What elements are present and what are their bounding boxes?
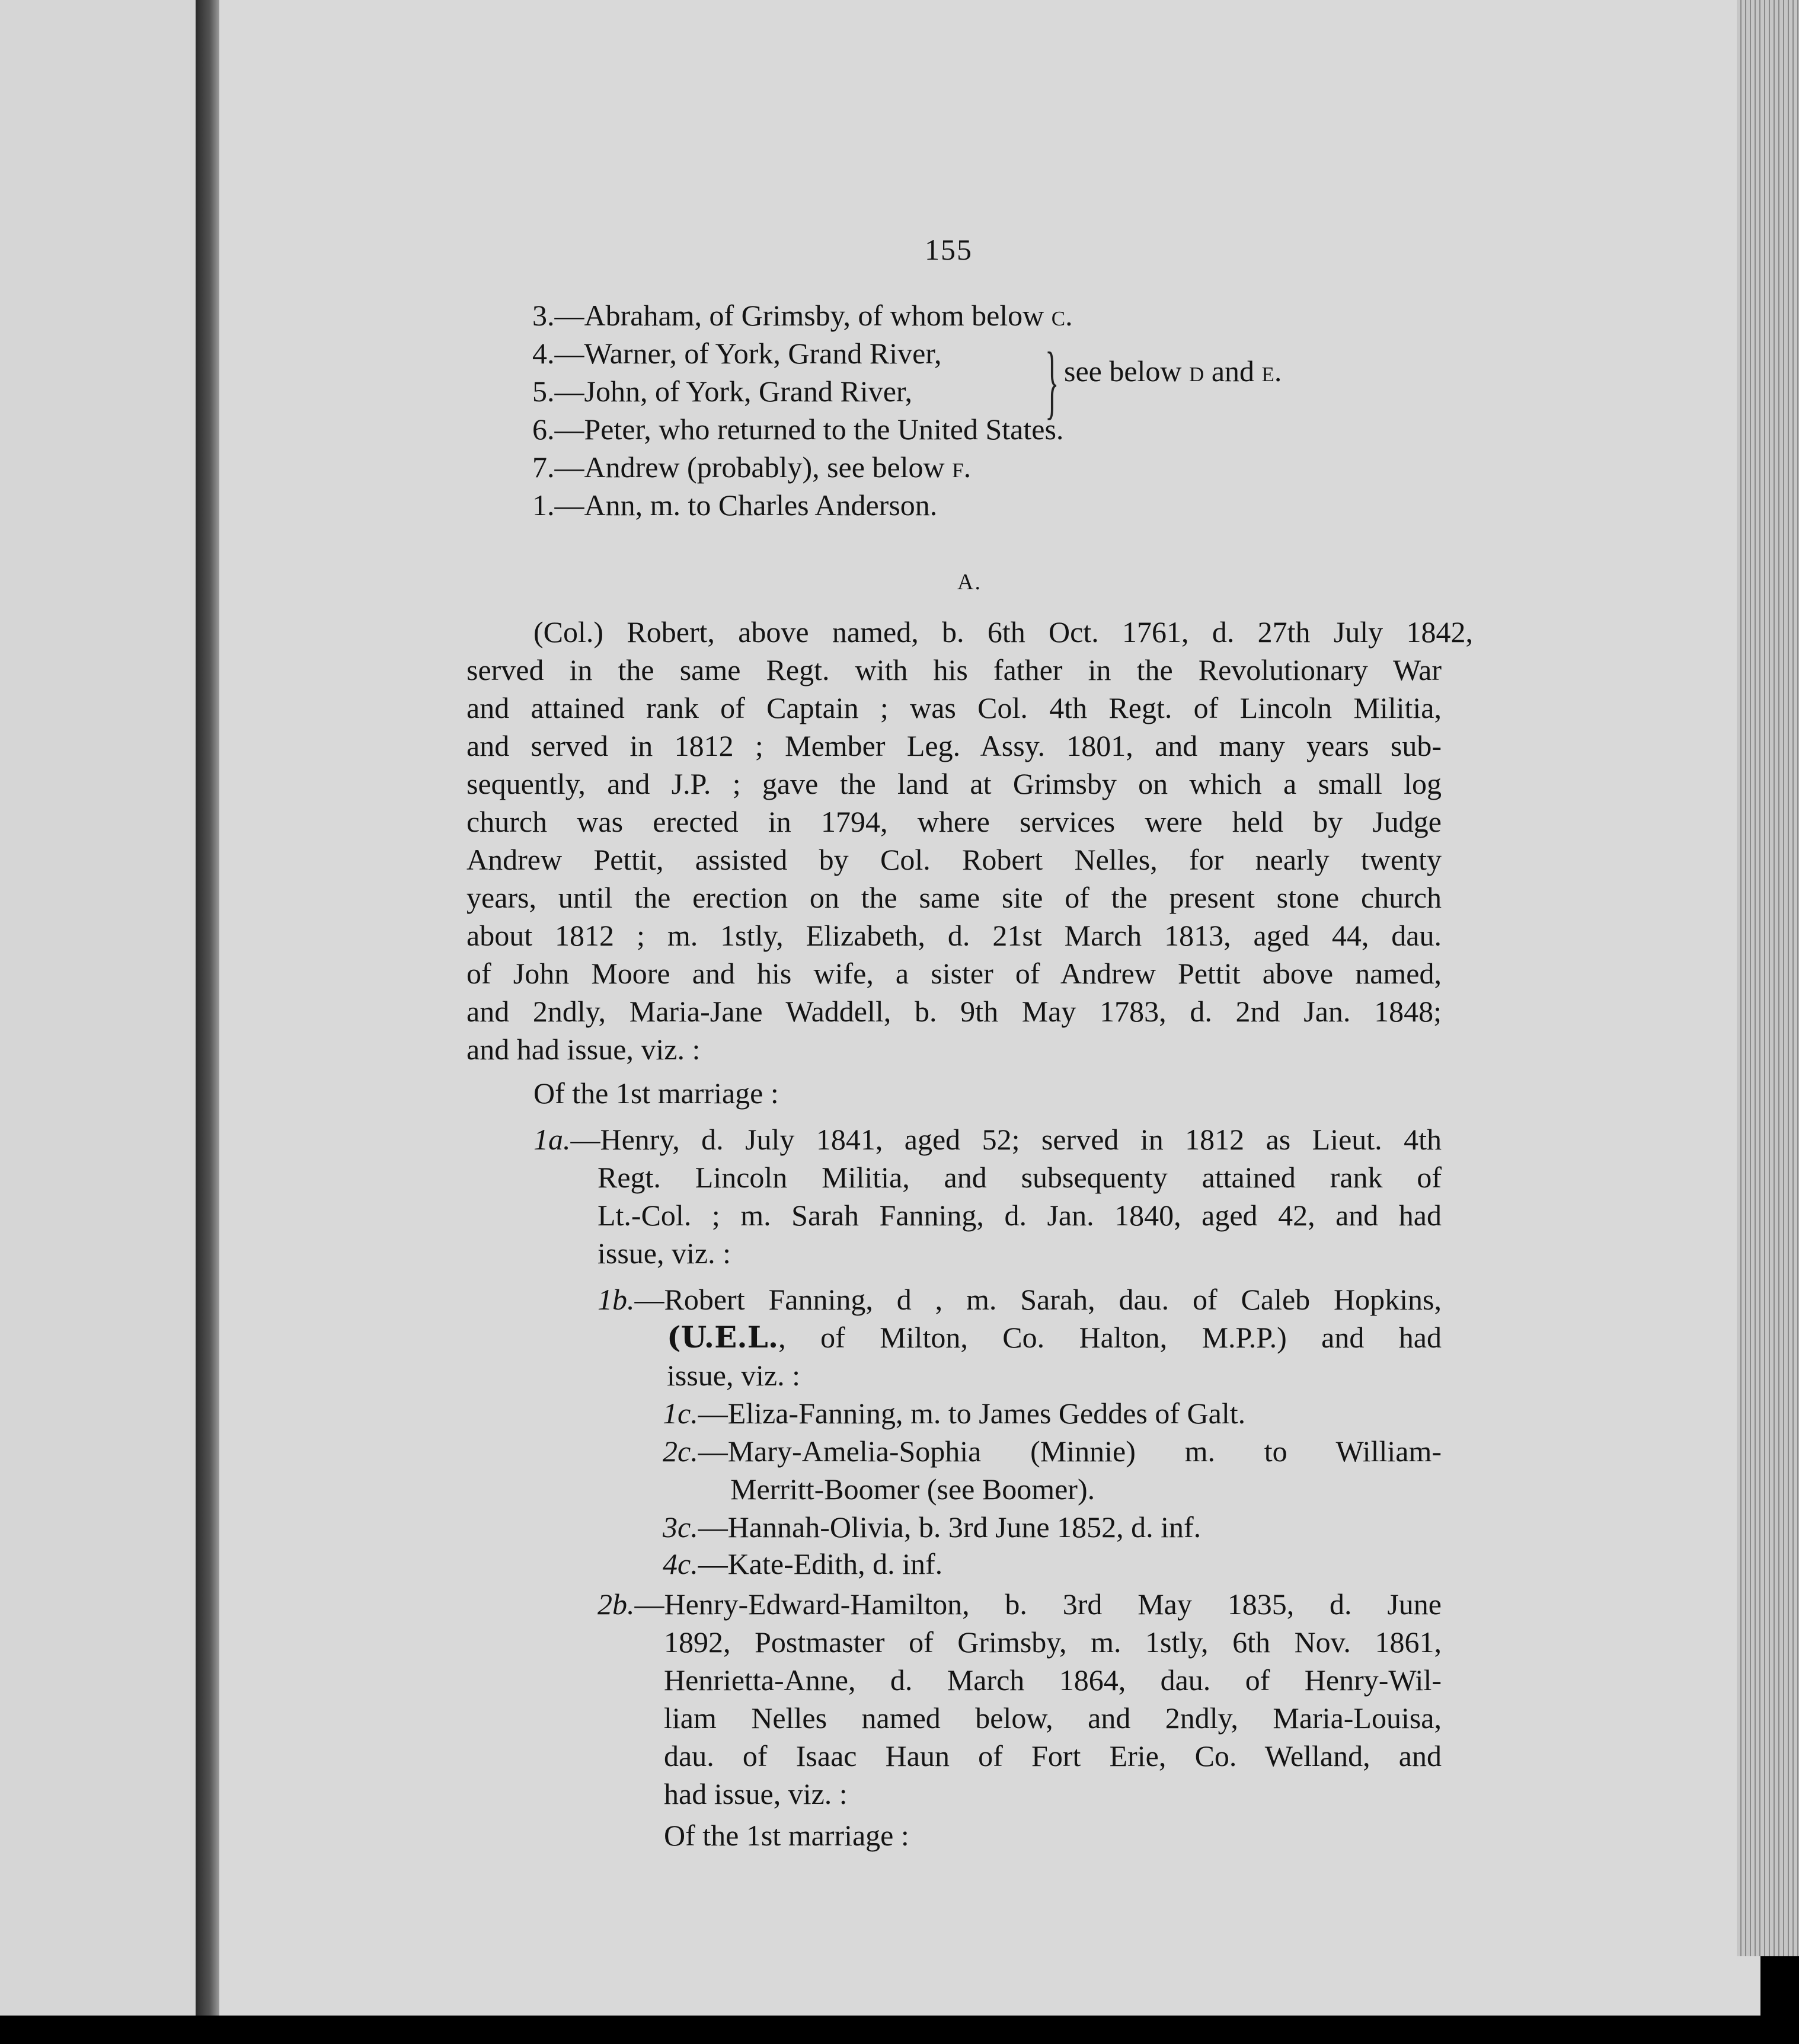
book-gutter: [196, 0, 219, 2027]
entry-line: 1892, Postmaster of Grimsby, m. 1stly, 6th Nov. 1861,: [664, 1625, 1442, 1659]
entry-line: dau. of Isaac Haun of Fort Erie, Co. Welland, and: [664, 1739, 1442, 1772]
paragraph-line: and 2ndly, Maria-Jane Waddell, b. 9th May 1783, d. 2nd Jan. 1848;: [466, 995, 1442, 1028]
marriage-label: Of the 1st marriage :: [664, 1819, 909, 1852]
paragraph-line: (Col.) Robert, above named, b. 6th Oct. 1761, d. 27th July 1842,: [533, 615, 1473, 649]
entry-line: Henrietta-Anne, d. March 1864, dau. of Henry-Wil-: [664, 1663, 1442, 1697]
list-item: 1.—Ann, m. to Charles Anderson.: [532, 488, 938, 522]
brace-symbol: }: [1045, 336, 1059, 427]
entry-line: Lt.-Col. ; m. Sarah Fanning, d. Jan. 1840, aged 42, and had: [597, 1199, 1442, 1232]
paragraph-line: about 1812 ; m. 1stly, Elizabeth, d. 21st March 1813, aged 44, dau.: [466, 919, 1442, 952]
entry-line: liam Nelles named below, and 2ndly, Maria-Louisa,: [664, 1701, 1442, 1735]
page-number: 155: [925, 233, 973, 266]
paragraph-line: of John Moore and his wife, a sister of Andrew Pettit above named,: [466, 957, 1442, 990]
ue-loyalist-mark: (U.E.L.: [667, 1320, 779, 1355]
entry-line: 1a.—Henry, d. July 1841, aged 52; served in 1812 as Lieut. 4th: [533, 1123, 1442, 1156]
paragraph-line: years, until the erection on the same site of the present stone church: [466, 881, 1442, 914]
list-item: 6.—Peter, who returned to the United States.: [532, 413, 1064, 446]
paragraph-line: and served in 1812 ; Member Leg. Assy. 1801, and many years sub-: [466, 729, 1442, 762]
entry-line: had issue, viz. :: [664, 1777, 848, 1810]
scan-border: [0, 2016, 1799, 2044]
entry-line: Regt. Lincoln Militia, and subsequenty attained rank of: [597, 1161, 1442, 1194]
paragraph-line: and had issue, viz. :: [466, 1033, 701, 1066]
child-entry-cont: Merritt-Boomer (see Boomer).: [730, 1473, 1095, 1506]
entry-line: 1b.—Robert Fanning, d , m. Sarah, dau. of Caleb Hopkins,: [597, 1283, 1442, 1316]
section-heading: A.: [957, 570, 982, 595]
list-item: 3.—Abraham, of Grimsby, of whom below c.: [532, 299, 1073, 332]
paragraph-line: Andrew Pettit, assisted by Col. Robert Nelles, for nearly twenty: [466, 843, 1442, 876]
page-edges: [1737, 0, 1799, 1956]
paragraph-line: served in the same Regt. with his father in the Revolutionary War: [466, 653, 1442, 686]
list-item: 5.—John, of York, Grand River,: [532, 375, 913, 408]
left-page: [0, 0, 196, 2027]
paragraph-line: sequently, and J.P. ; gave the land at Grimsby on which a small log: [466, 767, 1442, 800]
paragraph-line: church was erected in 1794, where services were held by Judge: [466, 805, 1442, 838]
child-entry: 2c.—Mary-Amelia-Sophia (Minnie) m. to William-: [663, 1435, 1442, 1468]
paragraph-line: and attained rank of Captain ; was Col. 4th Regt. of Lincoln Militia,: [466, 691, 1442, 724]
entry-line: (U.E.L., of Milton, Co. Halton, M.P.P.) and had: [667, 1320, 1442, 1355]
child-entry: 4c.—Kate-Edith, d. inf.: [663, 1547, 943, 1580]
entry-line: 2b.—Henry-Edward-Hamilton, b. 3rd May 1835, d. June: [597, 1588, 1442, 1621]
list-item: 4.—Warner, of York, Grand River,: [532, 337, 942, 370]
child-entry: 3c.—Hannah-Olivia, b. 3rd June 1852, d. inf.: [663, 1510, 1202, 1544]
entry-line: issue, viz. :: [597, 1237, 731, 1270]
brace-note: see below d and e.: [1064, 354, 1282, 388]
child-entry: 1c.—Eliza-Fanning, m. to James Geddes of Galt.: [663, 1397, 1246, 1430]
marriage-label: Of the 1st marriage :: [533, 1077, 779, 1110]
list-item: 7.—Andrew (probably), see below f.: [532, 451, 972, 484]
entry-line: issue, viz. :: [667, 1359, 800, 1392]
